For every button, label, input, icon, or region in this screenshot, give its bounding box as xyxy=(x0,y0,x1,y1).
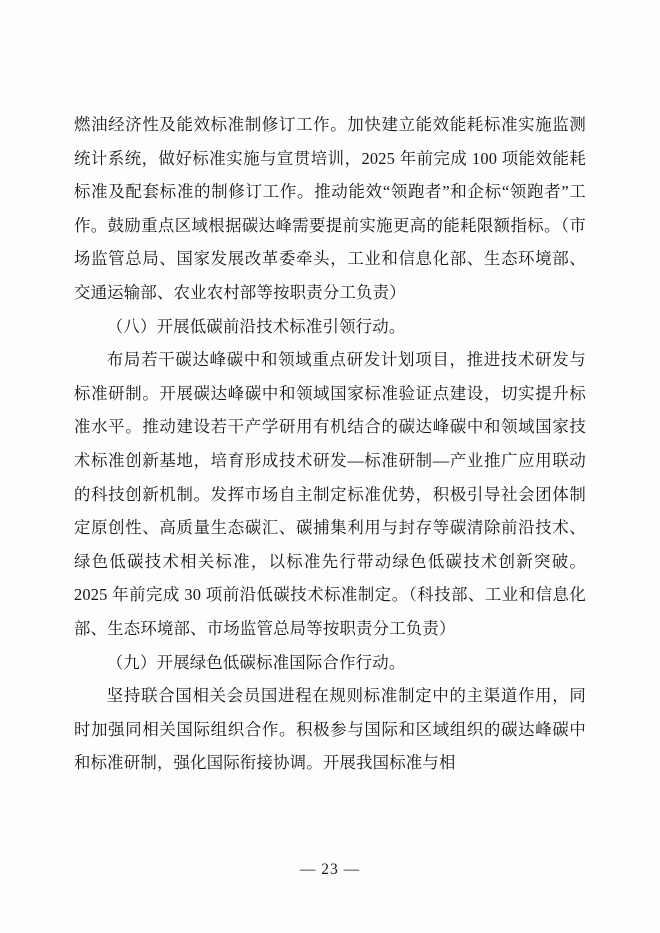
section-heading-eight: （八）开展低碳前沿技术标准引领行动。 xyxy=(106,316,406,336)
page-number: — 23 — xyxy=(299,861,361,878)
paragraph-section-eight-body: 布局若干碳达峰碳中和领域重点研发计划项目，推进技术研发与标准研制。开展碳达峰碳中和领域国家标准验证点建设，切实提升标准水平。推动建设若干产学研用有机结合的碳达峰碳中和领域国家技术标准创新基地，培育形成技术研发—标准研制—产业推广应用联动的科技创新机制。发挥市场自主制定标准优势，积极引导社会团体制定原创性、高质量生态碳汇、碳捕集利用与封存等碳清除前沿技术、绿色低碳技术相关标准，以标准先行带动绿色低碳技术创新突破。2025 年前完成 30 项前沿低碳技术标准制定。（科技部、工业和信息化部、生态环境部、市场监管总局等按职责分工负责） xyxy=(74,350,586,638)
document-body xyxy=(74,108,586,780)
paragraph-section-nine-body: 坚持联合国相关会员国进程在规则标准制定中的主渠道作用，同时加强同相关国际组织合作。积极参与国际和区域组织的碳达峰碳中和标准研制，强化国际衔接协调。开展我国标准与相 xyxy=(74,686,586,773)
paragraph-continuation: 燃油经济性及能效标准制修订工作。加快建立能效能耗标准实施监测统计系统，做好标准实施与宣贯培训，2025 年前完成 100 项能效能耗标准及配套标准的制修订工作。推动能效“领跑者”和企标“领跑者”工作。鼓励重点区域根据碳达峰需要提前实施更高的能耗限额指标。（市场监管总局、国家发展改革委牵头，工业和信息化部、生态环境部、交通运输部、农业农村部等按职责分工负责） xyxy=(74,115,586,302)
section-heading-nine: （九）开展绿色低碳标准国际合作行动。 xyxy=(106,652,406,672)
page-footer xyxy=(0,861,660,879)
